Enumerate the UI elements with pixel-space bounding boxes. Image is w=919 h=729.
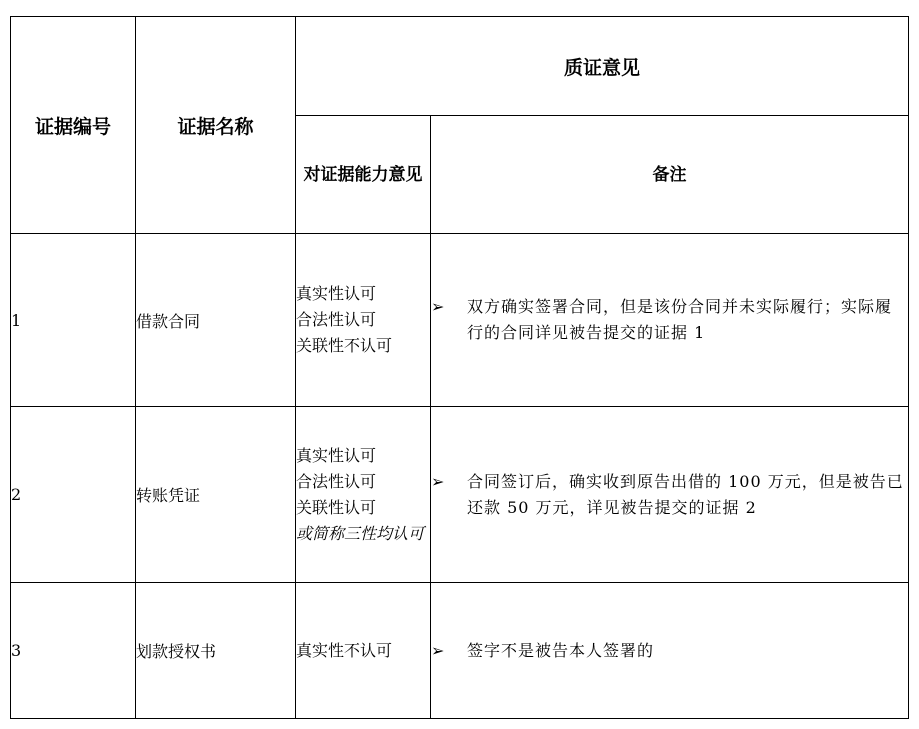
ability-opinion [296, 234, 431, 407]
arrow-bullet-icon: ➢ [431, 640, 445, 660]
remark-cell [431, 407, 909, 583]
table-row [11, 407, 909, 583]
opinion-line: 合法性认可 [296, 310, 377, 329]
table-row [11, 234, 909, 407]
header-opinion: 质证意见 [296, 17, 909, 116]
evidence-id: 2 [11, 407, 136, 583]
evidence-name: 划款授权书 [136, 583, 296, 719]
header-remark: 备注 [431, 116, 909, 234]
remark-cell [431, 234, 909, 407]
header-ability: 对证据能力意见 [296, 116, 431, 234]
evidence-id: 1 [11, 234, 136, 407]
header-evidence-id: 证据编号 [11, 17, 136, 234]
evidence-id: 3 [11, 583, 136, 719]
opinion-line: 关联性认可 [296, 497, 377, 517]
opinion-line: 关联性不认可 [296, 336, 393, 355]
evidence-table [10, 16, 909, 719]
ability-opinion [296, 583, 431, 719]
arrow-bullet-icon: ➢ [431, 297, 445, 316]
opinion-line: 合法性认可 [296, 471, 377, 491]
remark-text: 双方确实签署合同，但是该份合同并未实际履行；实际履行的合同详见被告提交的证据 1 [467, 297, 893, 342]
evidence-name: 转账凭证 [136, 407, 296, 583]
remark-cell [431, 583, 909, 719]
opinion-note: 或简称三性均认可 [296, 523, 425, 543]
opinion-line: 真实性认可 [296, 284, 377, 303]
remark-text: 签字不是被告本人签署的 [467, 640, 655, 660]
remark-text: 合同签订后，确实收到原告出借的 100 万元，但是被告已还款 50 万元，详见被告提交的证据 2 [467, 471, 904, 517]
opinion-line: 真实性不认可 [296, 640, 393, 660]
ability-opinion [296, 407, 431, 583]
opinion-line: 真实性认可 [296, 445, 377, 465]
evidence-name: 借款合同 [136, 234, 296, 407]
header-evidence-name: 证据名称 [136, 17, 296, 234]
table-row [11, 583, 909, 719]
arrow-bullet-icon: ➢ [431, 471, 445, 491]
